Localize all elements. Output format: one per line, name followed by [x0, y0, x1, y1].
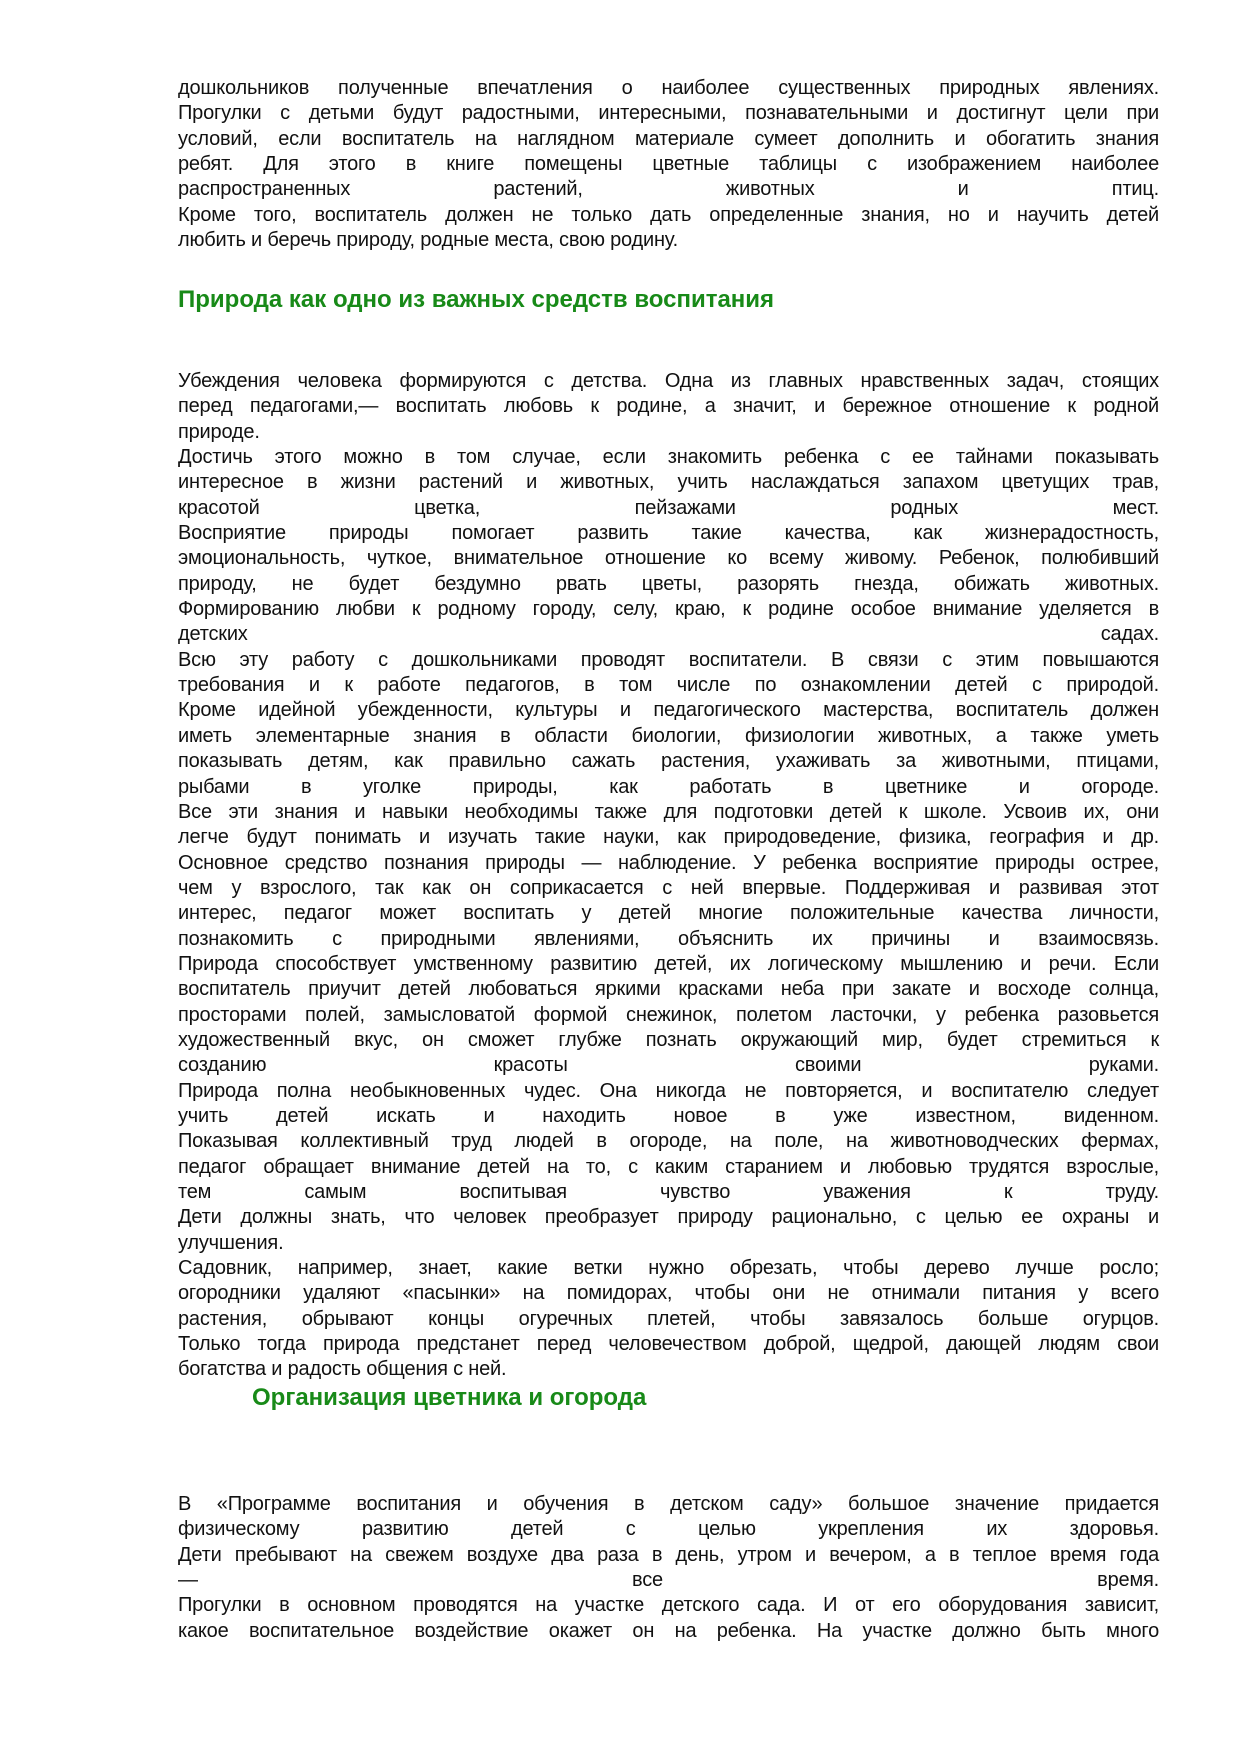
text-line: красотой цветка, пейзажами родных мест. [178, 496, 1159, 519]
text-line: растения, обрывают концы огуречных плетей, чтобы завязалось больше огурцов. [178, 1307, 1159, 1330]
text-line: природе. [178, 420, 260, 443]
intro-paragraphs [178, 76, 1159, 253]
text-line: рыбами в уголке природы, как работать в цветнике и огороде. [178, 775, 1159, 798]
text-line: богатства и радость общения с ней. [178, 1358, 507, 1381]
text-line: тем самым воспитывая чувство уважения к труду. [178, 1181, 1159, 1203]
text-line: показывать детям, как правильно сажать растения, ухаживать за животными, птицами, [178, 750, 1159, 773]
text-line: Основное средство познания природы — наблюдение. У ребенка восприятие природы острее, [178, 851, 1159, 874]
text-line: чем у взрослого, так как он соприкасается с ней впервые. Поддерживая и развивая этот [178, 876, 1159, 899]
text-line: иметь элементарные знания в области биологии, физиологии животных, а также уметь [178, 724, 1159, 747]
heading-nature-education: Природа как одно из важных средств воспитания [178, 286, 775, 313]
heading-garden-organization: Организация цветника и огорода [252, 1384, 647, 1411]
text-line: Дети пребывают на свежем воздухе два раза в день, утром и вечером, а в теплое время года [178, 1543, 1159, 1566]
text-line: Формированию любви к родному городу, селу, краю, к родине особое внимание уделяется в [178, 598, 1159, 621]
text-line: Кроме того, воспитатель должен не только дать определенные знания, но и научить детей [178, 203, 1159, 226]
text-line: Убеждения человека формируются с детства. Одна из главных нравственных задач, стоящих [178, 370, 1159, 392]
text-line: распространенных растений, животных и птиц. [178, 178, 1159, 201]
text-line: Природа способствует умственному развитию детей, их логическому мышлению и речи. Если [178, 952, 1159, 975]
text-line: Восприятие природы помогает развить такие качества, как жизнерадостность, [178, 522, 1159, 545]
text-line: Только тогда природа предстанет перед человечеством доброй, щедрой, дающей людям свои [178, 1333, 1159, 1356]
text-line: огородники удаляют «пасынки» на помидорах, чтобы они не отнимали питания у всего [178, 1282, 1159, 1305]
text-line: ребят. Для этого в книге помещены цветные таблицы с изображением наиболее [178, 153, 1159, 176]
text-line: В «Программе воспитания и обучения в детском саду» большое значение придается [178, 1493, 1159, 1515]
section-garden-text [178, 1492, 1159, 1644]
text-line: улучшения. [178, 1231, 284, 1254]
text-line: Показывая коллективный труд людей в огороде, на поле, на животноводческих фермах, [178, 1130, 1159, 1153]
text-line: познакомить с природными явлениями, объяснить их причины и взаимосвязь. [178, 927, 1159, 950]
text-line: требования и к работе педагогов, в том числе по ознакомлении детей с природой. [178, 674, 1159, 697]
text-line: Природа полна необыкновенных чудес. Она никогда не повторяется, и воспитателю следует [178, 1079, 1159, 1102]
text-line: перед педагогами,— воспитать любовь к родине, а значит, и бережное отношение к родной [178, 395, 1159, 418]
text-line: просторами полей, замысловатой формой снежинок, полетом ласточки, у ребенка разовьется [178, 1003, 1159, 1026]
text-line: интересное в жизни растений и животных, учить наслаждаться запахом цветущих трав, [178, 471, 1159, 494]
text-line: физическому развитию детей с целью укрепления их здоровья. [178, 1518, 1159, 1541]
text-line: воспитатель приучит детей любоваться яркими красками неба при закате и восходе солнца, [178, 978, 1159, 1001]
text-line: Всю эту работу с дошкольниками проводят воспитатели. В связи с этим повышаются [178, 648, 1159, 671]
text-line: Прогулки в основном проводятся на участке детского сада. И от его оборудования зависит, [178, 1594, 1159, 1617]
text-line: Все эти знания и навыки необходимы также для подготовки детей к школе. Усвоив их, они [178, 800, 1159, 823]
text-line: легче будут понимать и изучать такие науки, как природоведение, физика, география и др. [178, 826, 1159, 849]
text-line: педагог обращает внимание детей на то, с каким старанием и любовью трудятся взрослые, [178, 1155, 1159, 1178]
text-line: Садовник, например, знает, какие ветки нужно обрезать, чтобы дерево лучше росло; [178, 1257, 1159, 1280]
text-line: любить и беречь природу, родные места, свою родину. [178, 229, 678, 252]
text-line: художественный вкус, он сможет глубже познать окружающий мир, будет стремиться к [178, 1028, 1159, 1051]
text-line: дошкольников полученные впечатления о наиболее существенных природных явлениях. [178, 77, 1159, 99]
text-line: учить детей искать и находить новое в уже известном, виденном. [178, 1104, 1159, 1127]
text-line: Кроме идейной убежденности, культуры и педагогического мастерства, воспитатель должен [178, 699, 1159, 722]
text-line: Достичь этого можно в том случае, если знакомить ребенка с ее тайнами показывать [178, 446, 1159, 469]
text-line: Дети должны знать, что человек преобразует природу рационально, с целью ее охраны и [178, 1206, 1159, 1229]
text-line: Прогулки с детьми будут радостными, интересными, познавательными и достигнут цели при [178, 102, 1159, 125]
section-nature-text [178, 369, 1159, 1383]
text-line: природу, не будет бездумно рвать цветы, разорять гнезда, обижать животных. [178, 572, 1159, 595]
text-line: эмоциональность, чуткое, внимательное отношение ко всему живому. Ребенок, полюбивший [178, 547, 1159, 570]
text-line: условий, если воспитатель на наглядном материале сумеет дополнить и обогатить знания [178, 127, 1159, 150]
text-line: — все время. [178, 1569, 1159, 1592]
text-line: детских садах. [178, 623, 1159, 646]
text-line: какое воспитательное воздействие окажет он на ребенка. На участке должно быть много [178, 1619, 1159, 1642]
text-line: интерес, педагог может воспитать у детей многие положительные качества личности, [178, 902, 1159, 925]
text-line: созданию красоты своими руками. [178, 1054, 1159, 1077]
